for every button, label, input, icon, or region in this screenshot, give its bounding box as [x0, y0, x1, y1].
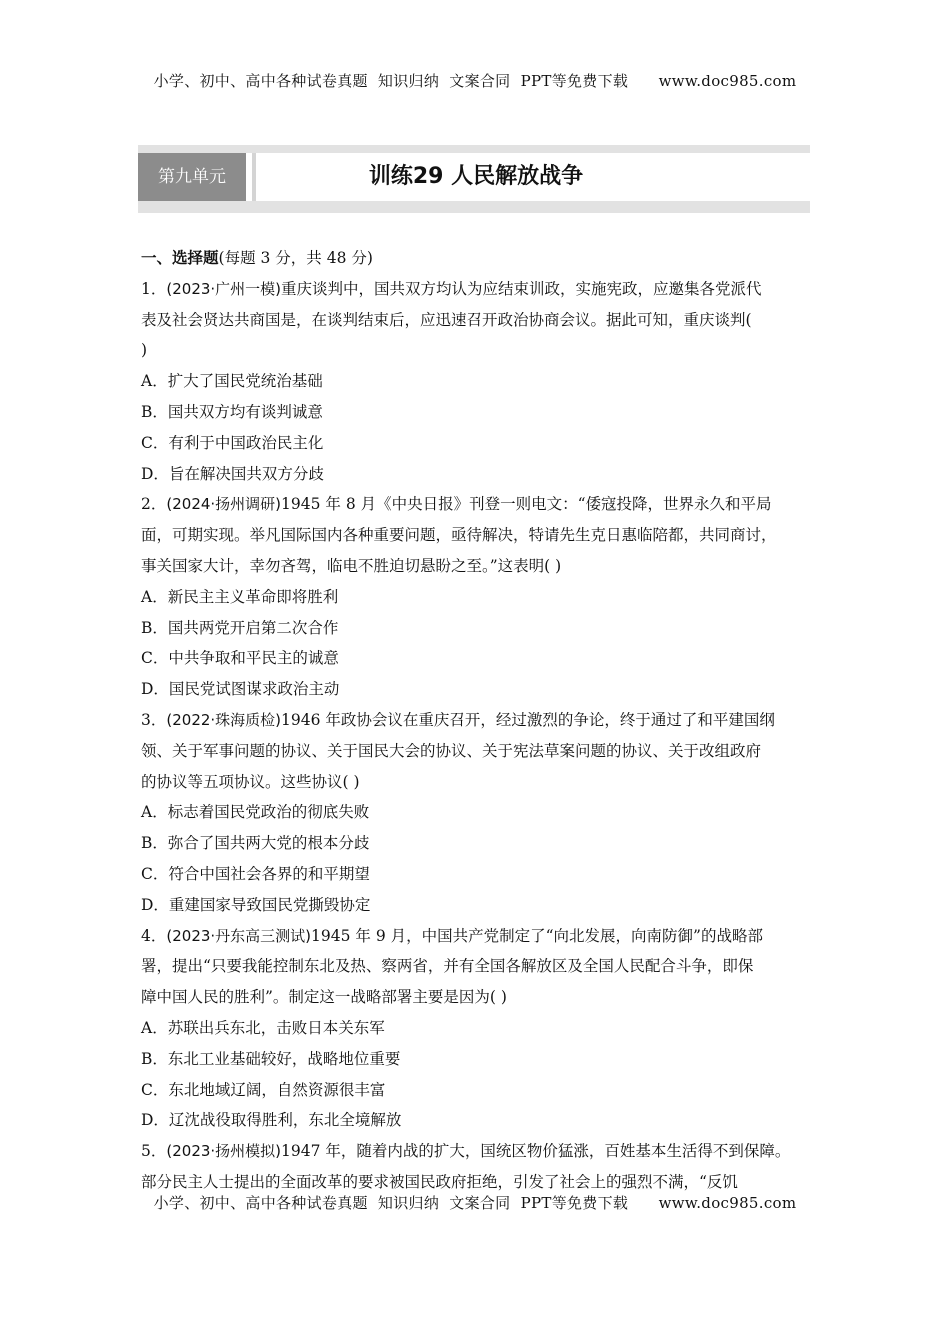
question-line: 面，可期实现。举凡国际国内各种重要问题，亟待解决，特请先生克日惠临陪都，共同商讨，: [141, 526, 777, 545]
question-number: 1．: [141, 279, 167, 298]
answer-option: A．标志着国民党政治的彻底失败: [141, 803, 370, 822]
answer-option: C．符合中国社会各界的和平期望: [141, 864, 370, 883]
answer-option: C．有利于中国政治民主化: [141, 433, 324, 452]
question-text: 1945 年 9 月，中国共产党制定了“向北发展，向南防御”的战略部: [311, 926, 763, 945]
answer-option: A．苏联出兵东北，击败日本关东军: [141, 1018, 385, 1037]
question-number: 2．: [141, 495, 167, 514]
question-line: 领、关于军事问题的协议、关于国民大会的协议、关于宪法草案问题的协议、关于改组政府: [141, 741, 762, 760]
question-source: (2023·丹东高三测试): [166, 926, 312, 945]
question-line: 部分民主人士提出的全面改革的要求被国民政府拒绝，引发了社会上的强烈不满，“反饥: [141, 1172, 738, 1191]
question-text: 1946 年政协会议在重庆召开，经过激烈的争论，终于通过了和平建国纲: [281, 710, 775, 729]
question-line: [141, 1136, 821, 1167]
question-line: 的协议等五项协议。这些协议( ): [141, 772, 360, 791]
question-number: 3．: [141, 710, 167, 729]
section-title: 一、选择题: [141, 249, 219, 267]
question-number: 5．: [141, 1142, 167, 1161]
section-note: (每题 3 分，共 48 分): [218, 249, 373, 267]
question-line: [141, 274, 821, 305]
section-heading: [141, 243, 821, 274]
question: [141, 274, 821, 490]
page-header: 小学、初中、高中各种试卷真题 知识归纳 文案合同 PPT等免费下载 www.doc985.com: [153, 72, 797, 90]
question-list: [141, 243, 821, 1198]
question-line: [141, 705, 821, 736]
answer-option: B．东北工业基础较好，战略地位重要: [141, 1049, 401, 1068]
question-line: 障中国人民的胜利”。制定这一战略部署主要是因为( ): [141, 988, 507, 1007]
answer-option: D．国民党试图谋求政治主动: [141, 680, 340, 699]
question: [141, 489, 821, 705]
question-text: 1947 年，随着内战的扩大，国统区物价猛涨，百姓基本生活得不到保障。: [281, 1142, 791, 1161]
question-line: 署，提出“只要我能控制东北及热、察两省，并有全国各解放区及全国人民配合斗争，即保: [141, 957, 754, 976]
question-line: 表及社会贤达共商国是，在谈判结束后，应迅速召开政治协商会议。据此可知，重庆谈判(: [141, 310, 752, 329]
question: [141, 921, 821, 1137]
question-source: (2023·扬州模拟): [166, 1142, 282, 1161]
question-source: (2024·扬州调研): [166, 495, 282, 514]
question-text: 重庆谈判中，国共双方均认为应结束训政，实施宪政，应邀集各党派代: [281, 279, 762, 298]
answer-option: B．国共两党开启第二次合作: [141, 618, 339, 637]
answer-option: B．国共双方均有谈判诚意: [141, 402, 323, 421]
banner-top-bar: [138, 145, 810, 153]
question-source: (2023·广州一模): [166, 279, 282, 298]
answer-option: D．重建国家导致国民党撕毁协定: [141, 895, 371, 914]
question: [141, 705, 821, 921]
lesson-title: 训练29 人民解放战争: [368, 164, 584, 189]
answer-option: A．扩大了国民党统治基础: [141, 372, 323, 391]
question-line: ): [141, 341, 148, 360]
question-line: [141, 921, 821, 952]
page-footer: 小学、初中、高中各种试卷真题 知识归纳 文案合同 PPT等免费下载 www.doc985.com: [153, 1194, 797, 1212]
question-number: 4．: [141, 926, 167, 945]
question-line: 事关国家大计，幸勿吝驾，临电不胜迫切悬盼之至。”这表明( ): [141, 556, 562, 575]
question-text: 1945 年 8 月《中央日报》刊登一则电文：“倭寇投降，世界永久和平局: [281, 495, 772, 514]
answer-option: C．东北地域辽阔，自然资源很丰富: [141, 1080, 386, 1099]
answer-option: A．新民主主义革命即将胜利: [141, 587, 339, 606]
question: [141, 1136, 821, 1198]
banner-bottom-bar: [138, 201, 810, 213]
answer-option: B．弥合了国共两大党的根本分歧: [141, 834, 370, 853]
answer-option: D．旨在解决国共双方分歧: [141, 464, 324, 483]
unit-label: 第九单元: [138, 153, 246, 201]
answer-option: D．辽沈战役取得胜利，东北全境解放: [141, 1111, 402, 1130]
question-line: [141, 489, 821, 520]
question-source: (2022·珠海质检): [166, 710, 282, 729]
answer-option: C．中共争取和平民主的诚意: [141, 649, 339, 668]
